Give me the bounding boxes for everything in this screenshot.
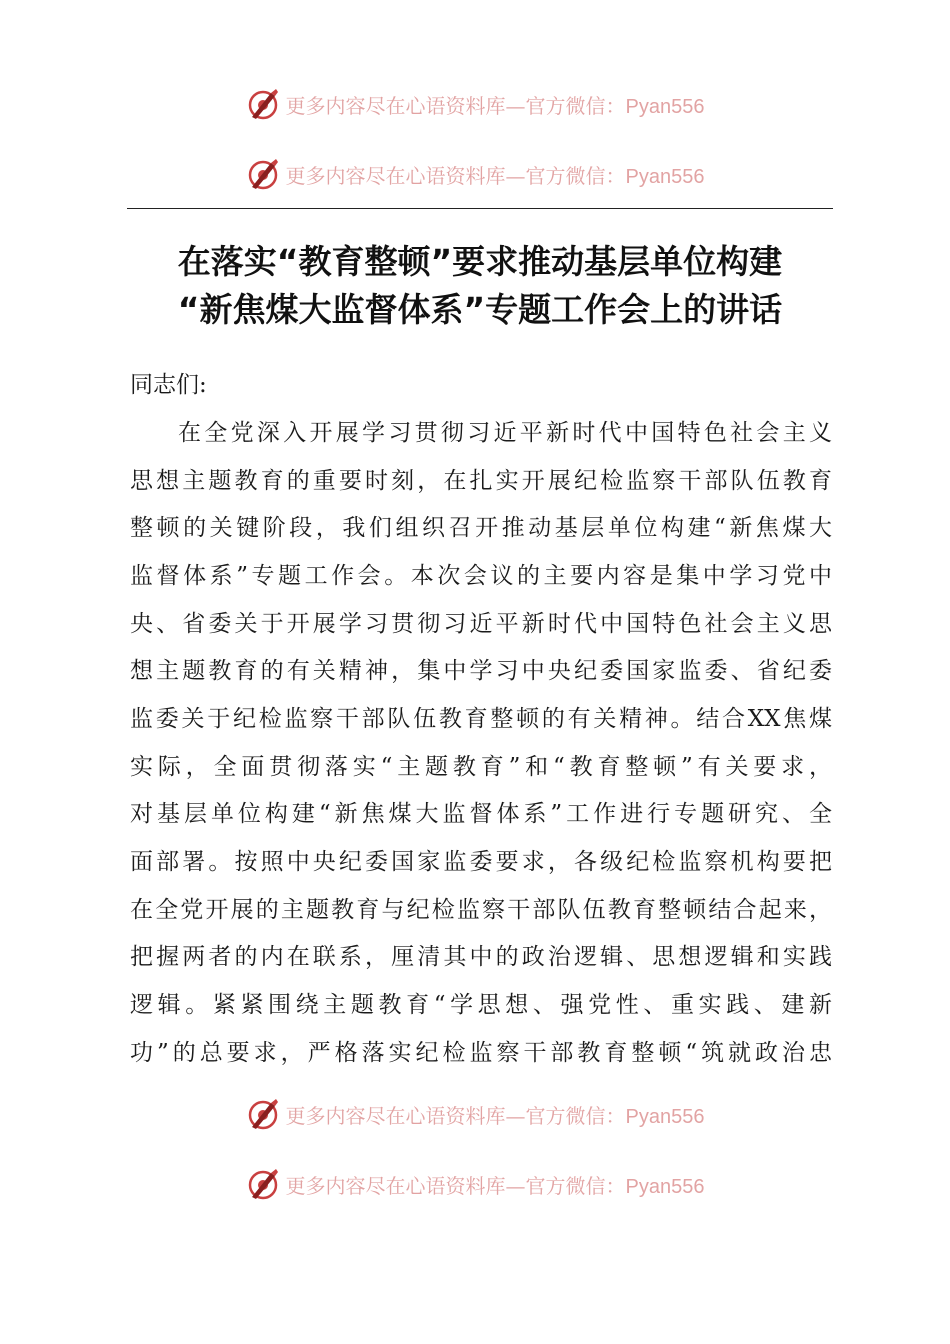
body-line: 在全党开展的主题教育与纪检监察干部队伍教育整顿结合起来，: [130, 897, 832, 923]
body-line: 整顿的关键阶段，我们组织召开推动基层单位构建“新焦煤大: [130, 515, 832, 541]
watermark-banner-top-1: [0, 84, 950, 124]
body-line: 在全党深入开展学习贯彻习近平新时代中国特色社会主义: [178, 420, 832, 446]
document-title-line-2: “新焦煤大监督体系”专题工作会上的讲话: [177, 290, 783, 329]
watermark-text: 更多内容尽在心语资料库—官方微信：Pyan556: [285, 93, 705, 118]
watermark-text: 更多内容尽在心语资料库—官方微信：Pyan556: [285, 163, 705, 188]
body-line: 监委关于纪检监察干部队伍教育整顿的有关精神。结合XX焦煤: [130, 706, 832, 732]
body-line: 把握两者的内在联系，厘清其中的政治逻辑、思想逻辑和实践: [130, 944, 832, 970]
body-line: 对基层单位构建“新焦煤大监督体系”工作进行专题研究、全: [130, 801, 832, 827]
body-line: 实际，全面贯彻落实“主题教育”和“教育整顿”有关要求，: [130, 754, 832, 780]
body-line: 央、省委关于开展学习贯彻习近平新时代中国特色社会主义思: [130, 611, 832, 637]
watermark-banner-bottom-1: [0, 1094, 950, 1134]
header-divider: [127, 208, 833, 209]
body-line: 监督体系”专题工作会。本次会议的主要内容是集中学习党中: [130, 563, 832, 589]
body-line: 思想主题教育的重要时刻，在扎实开展纪检监察干部队伍教育: [130, 468, 832, 494]
watermark-text: 更多内容尽在心语资料库—官方微信：Pyan556: [285, 1103, 705, 1128]
watermark-banner-bottom-2: [0, 1164, 950, 1204]
greeting: 同志们:: [130, 372, 207, 398]
watermark-text: 更多内容尽在心语资料库—官方微信：Pyan556: [285, 1173, 705, 1198]
pen-logo-icon: [246, 1167, 280, 1201]
watermark-banner-top-2: [0, 154, 950, 194]
body-line: 想主题教育的有关精神，集中学习中央纪委国家监委、省纪委: [130, 658, 832, 684]
body-line: 面部署。按照中央纪委国家监委要求，各级纪检监察机构要把: [130, 849, 832, 875]
pen-logo-icon: [246, 157, 280, 191]
body-line: 功”的总要求，严格落实纪检监察干部教育整顿“筑就政治忠: [130, 1040, 832, 1066]
pen-logo-icon: [246, 87, 280, 121]
document-title-line-1: 在落实“教育整顿”要求推动基层单位构建: [177, 242, 783, 281]
body-line: 逻辑。紧紧围绕主题教育“学思想、强党性、重实践、建新: [130, 992, 832, 1018]
pen-logo-icon: [246, 1097, 280, 1131]
